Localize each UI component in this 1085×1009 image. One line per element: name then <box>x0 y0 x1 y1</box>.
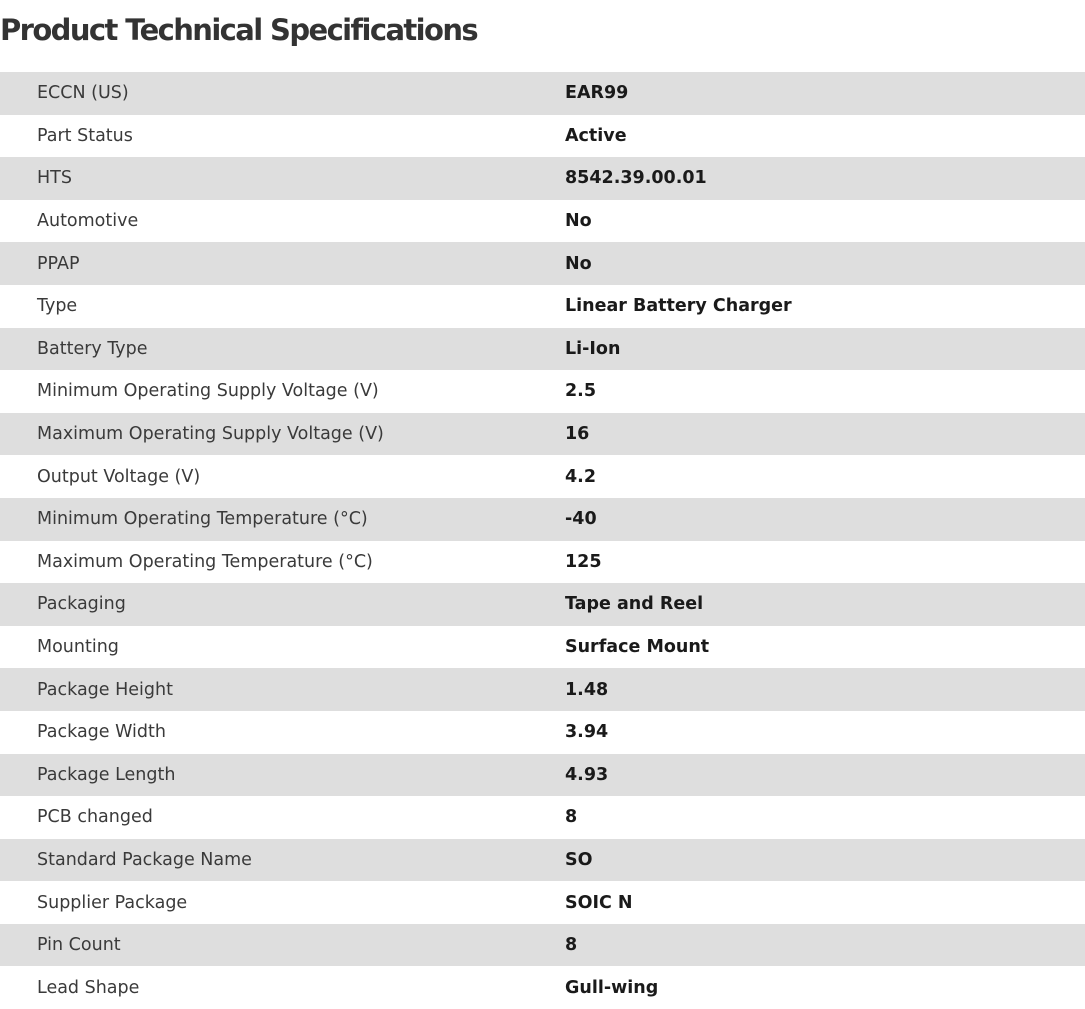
spec-label: Package Height <box>0 668 565 711</box>
spec-table-body <box>0 72 1085 1009</box>
spec-label: Minimum Operating Supply Voltage (V) <box>37 381 379 402</box>
spec-label: Maximum Operating Supply Voltage (V) <box>0 413 565 456</box>
spec-value: Surface Mount <box>565 637 710 658</box>
spec-value: 125 <box>565 551 602 572</box>
spec-row <box>0 966 1085 1009</box>
spec-row <box>0 498 1085 541</box>
spec-label: Package Width <box>37 722 166 743</box>
spec-row <box>0 881 1085 924</box>
spec-label: HTS <box>0 157 565 200</box>
spec-label: PPAP <box>0 242 565 285</box>
spec-value: 8542.39.00.01 <box>565 157 1085 200</box>
spec-label: Output Voltage (V) <box>37 466 201 487</box>
spec-label: Pin Count <box>0 924 565 967</box>
spec-value: 16 <box>565 413 1085 456</box>
spec-row <box>0 200 1085 243</box>
spec-value: 4.93 <box>565 754 1085 797</box>
spec-row <box>0 328 1085 371</box>
spec-label: Battery Type <box>0 328 565 371</box>
spec-value: No <box>565 242 1085 285</box>
spec-row <box>0 285 1085 328</box>
spec-row <box>0 157 1085 200</box>
spec-row <box>0 115 1085 158</box>
spec-label: Lead Shape <box>37 977 140 998</box>
spec-value: No <box>565 211 592 232</box>
spec-label: Supplier Package <box>37 892 188 913</box>
spec-label: PCB changed <box>37 807 153 828</box>
spec-value: 4.2 <box>565 466 597 487</box>
spec-value: 8 <box>565 924 1085 967</box>
spec-row <box>0 626 1085 669</box>
spec-value: -40 <box>565 498 1085 541</box>
spec-row <box>0 839 1085 882</box>
spec-row <box>0 370 1085 413</box>
spec-row <box>0 455 1085 498</box>
spec-value: 1.48 <box>565 668 1085 711</box>
spec-label: Standard Package Name <box>0 839 565 882</box>
spec-value: SO <box>565 839 1085 882</box>
spec-row <box>0 242 1085 285</box>
spec-label: Part Status <box>37 125 133 146</box>
spec-label: Minimum Operating Temperature (°C) <box>0 498 565 541</box>
spec-row <box>0 72 1085 115</box>
spec-value: 3.94 <box>565 722 609 743</box>
spec-row <box>0 924 1085 967</box>
spec-value: EAR99 <box>565 72 1085 115</box>
spec-row <box>0 583 1085 626</box>
spec-row <box>0 796 1085 839</box>
spec-row <box>0 754 1085 797</box>
spec-value: 2.5 <box>565 381 597 402</box>
spec-value: Gull-wing <box>565 977 659 998</box>
spec-table <box>0 72 1085 1009</box>
spec-label: Maximum Operating Temperature (°C) <box>37 551 373 572</box>
spec-label: Package Length <box>0 754 565 797</box>
spec-row <box>0 413 1085 456</box>
spec-value: Tape and Reel <box>565 583 1085 626</box>
spec-label: Packaging <box>0 583 565 626</box>
spec-value: SOIC N <box>565 892 633 913</box>
spec-row <box>0 668 1085 711</box>
spec-value: Linear Battery Charger <box>565 296 792 317</box>
spec-row <box>0 541 1085 584</box>
page-title: Product Technical Specifications <box>0 13 478 47</box>
spec-label: ECCN (US) <box>0 72 565 115</box>
spec-value: Li-Ion <box>565 328 1085 371</box>
spec-value: 8 <box>565 807 578 828</box>
spec-value: Active <box>565 125 627 146</box>
spec-label: Mounting <box>37 637 119 658</box>
spec-row <box>0 711 1085 754</box>
spec-label: Automotive <box>37 211 139 232</box>
spec-label: Type <box>37 296 78 317</box>
